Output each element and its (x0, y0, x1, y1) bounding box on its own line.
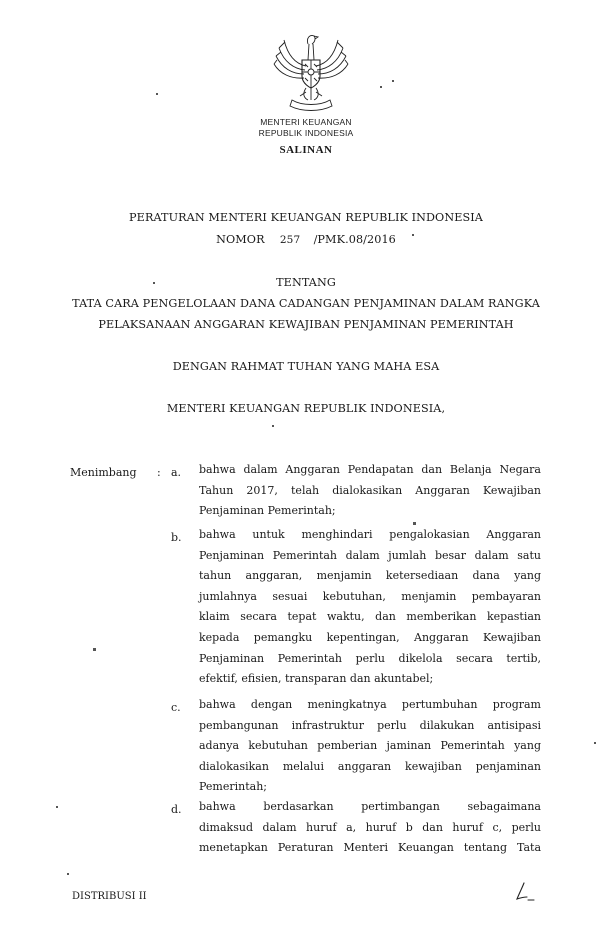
item-c-line: dialokasikan melalui anggaran kewajiban penjaminan (199, 759, 541, 773)
menimbang-colon: : (157, 466, 161, 479)
nomor-suffix: /PMK.08/2016 (313, 233, 396, 246)
item-c-line: adanya kebutuhan pemberian jaminan Pemerintah yang (199, 739, 541, 753)
menteri-line: MENTERI KEUANGAN REPUBLIK INDONESIA, (166, 402, 446, 415)
regulation-number (0, 233, 612, 246)
regulation-title: PERATURAN MENTERI KEUANGAN REPUBLIK INDONESIA (129, 211, 483, 224)
item-text-d (199, 797, 541, 859)
item-b-line: klaim secara tepat waktu, dan memberikan kepastian (199, 610, 541, 624)
nomor-prefix: NOMOR (216, 233, 265, 246)
item-c-line: Pemerintah; (199, 780, 267, 794)
item-letter-d: d. (171, 803, 182, 816)
scan-speck (156, 93, 158, 95)
item-a-line: Penjaminan Pemerintah; (199, 504, 336, 518)
scan-speck (56, 806, 58, 808)
item-letter-a: a. (171, 466, 182, 479)
item-letter-b: b. (171, 531, 182, 544)
item-text-a (199, 460, 541, 522)
scan-speck (594, 742, 596, 744)
ministry-line-1: MENTERI KEUANGAN (260, 117, 352, 127)
item-d-line: bahwa berdasarkan pertimbangan sebagaimana (199, 800, 541, 813)
distribution-label: DISTRIBUSI II (72, 891, 147, 902)
scan-speck (413, 522, 416, 525)
scan-speck (93, 648, 96, 651)
salinan-stamp: SALINAN (279, 144, 333, 156)
scan-speck (153, 282, 155, 284)
item-c-line: bahwa dengan meningkatnya pertumbuhan program (199, 698, 541, 711)
scan-speck (272, 425, 274, 427)
scan-speck (412, 234, 414, 236)
scan-speck (67, 873, 69, 875)
item-b-line: Penjaminan Pemerintah perlu dikelola secara tertib, (199, 651, 541, 665)
item-d-line: dimaksud dalam huruf a, huruf b dan huruf c, perlu (199, 820, 541, 834)
tentang-heading: TENTANG (276, 276, 336, 289)
item-text-c (199, 695, 541, 798)
item-b-line: kepada pemangku kepentingan, Anggaran Kewajiban (199, 630, 541, 644)
item-a-line: Tahun 2017, telah dialokasikan Anggaran Kewajiban (199, 483, 541, 497)
item-a-line: bahwa dalam Anggaran Pendapatan dan Belanja Negara (199, 463, 541, 476)
item-text-b (199, 525, 541, 690)
item-c-line: pembangunan infrastruktur perlu dilakukan antisipasi (199, 718, 541, 732)
nomor-value: 257 (279, 234, 301, 246)
item-b-line: Penjaminan Pemerintah dalam jumlah besar dalam satu (199, 548, 541, 562)
item-d-line: menetapkan Peraturan Menteri Keuangan tentang Tata (199, 841, 541, 855)
item-b-line: jumlahnya sesuai kebutuhan, menjamin pembayaran (199, 589, 541, 603)
scan-speck (380, 86, 382, 88)
subject-line-1: TATA CARA PENGELOLAAN DANA CADANGAN PENJAMINAN DALAM RANGKA (72, 297, 540, 310)
rahmat-line: DENGAN RAHMAT TUHAN YANG MAHA ESA (172, 360, 440, 373)
item-b-line: tahun anggaran, menjamin ketersediaan dana yang (199, 569, 541, 583)
paraf-signature-icon (510, 880, 540, 906)
subject-line-2: PELAKSANAAN ANGGARAN KEWAJIBAN PENJAMINAN PEMERINTAH (98, 318, 514, 331)
scan-speck (392, 80, 394, 82)
ministry-line-2: REPUBLIK INDONESIA (258, 128, 354, 138)
item-b-line: bahwa untuk menghindari pengalokasian Anggaran (199, 528, 541, 541)
item-letter-c: c. (171, 701, 181, 714)
item-b-line: efektif, efisien, transparan dan akuntabel; (199, 672, 434, 686)
menimbang-label: Menimbang (70, 466, 137, 479)
garuda-emblem-icon (268, 26, 354, 116)
